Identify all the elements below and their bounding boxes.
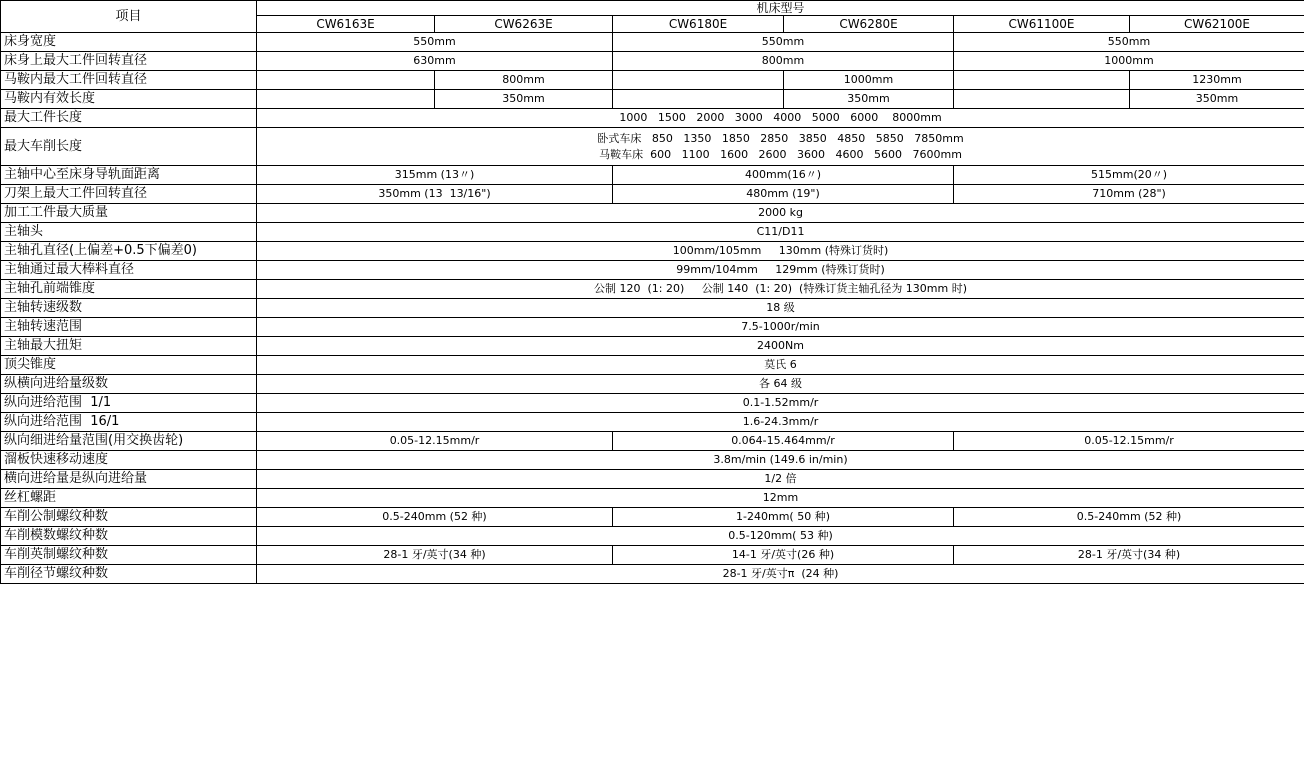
row-value: 莫氏 6	[257, 356, 1304, 375]
table-row	[1, 299, 1304, 318]
header-model-group: 机床型号	[257, 1, 1304, 16]
row-value: 99mm/104mm 129mm (特殊订货时)	[257, 261, 1304, 280]
row-label: 主轴通过最大棒料直径	[1, 261, 257, 280]
table-row	[1, 508, 1304, 527]
row-label: 纵横向进给量级数	[1, 375, 257, 394]
row-label: 横向进给量是纵向进给量	[1, 470, 257, 489]
row-value: 28-1 牙/英寸(34 种)	[257, 546, 613, 565]
row-value	[954, 90, 1130, 109]
row-label: 主轴头	[1, 223, 257, 242]
table-row	[1, 185, 1304, 204]
row-value: 0.064-15.464mm/r	[613, 432, 954, 451]
row-value: 710mm (28")	[954, 185, 1304, 204]
table-row	[1, 166, 1304, 185]
row-value: 550mm	[257, 33, 613, 52]
table-row	[1, 451, 1304, 470]
row-value: 1000mm	[954, 52, 1304, 71]
row-value: 0.05-12.15mm/r	[257, 432, 613, 451]
row-label: 加工工件最大质量	[1, 204, 257, 223]
row-label: 最大车削长度	[1, 128, 257, 166]
row-label: 马鞍内最大工件回转直径	[1, 71, 257, 90]
table-row	[1, 489, 1304, 508]
row-value: 800mm	[435, 71, 613, 90]
row-label: 主轴最大扭矩	[1, 337, 257, 356]
table-row	[1, 261, 1304, 280]
row-value: 630mm	[257, 52, 613, 71]
row-value: 400mm(16〃)	[613, 166, 954, 185]
row-value: 800mm	[613, 52, 954, 71]
table-row	[1, 223, 1304, 242]
row-value: 1230mm	[1130, 71, 1304, 90]
row-value: 各 64 级	[257, 375, 1304, 394]
table-row	[1, 565, 1304, 584]
row-value: 350mm	[435, 90, 613, 109]
row-value-multiline	[257, 128, 1304, 166]
row-value	[257, 90, 435, 109]
row-value: 0.05-12.15mm/r	[954, 432, 1304, 451]
row-value	[613, 90, 784, 109]
row-value: 7.5-1000r/min	[257, 318, 1304, 337]
table-row	[1, 337, 1304, 356]
model-cw6163e: CW6163E	[257, 16, 435, 33]
row-value: 公制 120 (1: 20) 公制 140 (1: 20) (特殊订货主轴孔径为 130mm 时)	[257, 280, 1304, 299]
table-row	[1, 128, 1304, 166]
row-label: 主轴转速范围	[1, 318, 257, 337]
table-row	[1, 470, 1304, 489]
table-row	[1, 52, 1304, 71]
row-value: 550mm	[954, 33, 1304, 52]
row-value: 480mm (19")	[613, 185, 954, 204]
row-value: 0.5-240mm (52 种)	[954, 508, 1304, 527]
row-label: 主轴中心至床身导轨面距离	[1, 166, 257, 185]
row-label: 主轴孔直径(上偏差+0.5下偏差0)	[1, 242, 257, 261]
row-value-line: 卧式车床 850 1350 1850 2850 3850 4850 5850 7850mm	[597, 131, 964, 145]
row-value	[954, 71, 1130, 90]
table-row	[1, 375, 1304, 394]
table-row	[1, 394, 1304, 413]
header-row-models-title	[1, 1, 1304, 16]
table-row	[1, 356, 1304, 375]
table-row	[1, 432, 1304, 451]
row-label: 最大工件长度	[1, 109, 257, 128]
row-value: 12mm	[257, 489, 1304, 508]
header-item: 项目	[1, 1, 257, 33]
row-label: 马鞍内有效长度	[1, 90, 257, 109]
table-row	[1, 204, 1304, 223]
row-value: 350mm	[1130, 90, 1304, 109]
table-row	[1, 109, 1304, 128]
row-value: 350mm (13 13/16")	[257, 185, 613, 204]
row-value-line: 马鞍车床 600 1100 1600 2600 3600 4600 5600 7600mm	[599, 147, 962, 161]
row-label: 床身上最大工件回转直径	[1, 52, 257, 71]
row-label: 刀架上最大工件回转直径	[1, 185, 257, 204]
model-cw6280e: CW6280E	[784, 16, 954, 33]
row-value	[257, 71, 435, 90]
row-value: 350mm	[784, 90, 954, 109]
row-label: 车削模数螺纹种数	[1, 527, 257, 546]
row-label: 顶尖锥度	[1, 356, 257, 375]
table-row	[1, 71, 1304, 90]
table-row	[1, 280, 1304, 299]
row-value: 1000 1500 2000 3000 4000 5000 6000 8000mm	[257, 109, 1304, 128]
table-row	[1, 33, 1304, 52]
row-label: 丝杠螺距	[1, 489, 257, 508]
row-value: 1.6-24.3mm/r	[257, 413, 1304, 432]
row-label: 纵向细进给量范围(用交换齿轮)	[1, 432, 257, 451]
model-cw6180e: CW6180E	[613, 16, 784, 33]
row-label: 车削公制螺纹种数	[1, 508, 257, 527]
row-value: 28-1 牙/英寸(34 种)	[954, 546, 1304, 565]
row-value: 0.5-120mm( 53 种)	[257, 527, 1304, 546]
row-value: 0.1-1.52mm/r	[257, 394, 1304, 413]
row-label: 主轴孔前端锥度	[1, 280, 257, 299]
row-value: 515mm(20〃)	[954, 166, 1304, 185]
row-value: 1/2 倍	[257, 470, 1304, 489]
table-row	[1, 413, 1304, 432]
row-value	[613, 71, 784, 90]
row-value: 315mm (13〃)	[257, 166, 613, 185]
row-label: 主轴转速级数	[1, 299, 257, 318]
table-row	[1, 318, 1304, 337]
row-label: 纵向进给范围 16/1	[1, 413, 257, 432]
row-value: 1000mm	[784, 71, 954, 90]
table-row	[1, 90, 1304, 109]
row-value: 3.8m/min (149.6 in/min)	[257, 451, 1304, 470]
model-cw6263e: CW6263E	[435, 16, 613, 33]
table-row	[1, 242, 1304, 261]
row-label: 溜板快速移动速度	[1, 451, 257, 470]
row-label: 床身宽度	[1, 33, 257, 52]
row-label: 车削英制螺纹种数	[1, 546, 257, 565]
table-row	[1, 527, 1304, 546]
row-label: 车削径节螺纹种数	[1, 565, 257, 584]
model-cw62100e: CW62100E	[1130, 16, 1304, 33]
row-value: 100mm/105mm 130mm (特殊订货时)	[257, 242, 1304, 261]
row-value: 550mm	[613, 33, 954, 52]
row-value: C11/D11	[257, 223, 1304, 242]
row-value: 1-240mm( 50 种)	[613, 508, 954, 527]
model-cw61100e: CW61100E	[954, 16, 1130, 33]
row-value: 18 级	[257, 299, 1304, 318]
row-value: 0.5-240mm (52 种)	[257, 508, 613, 527]
row-value: 2400Nm	[257, 337, 1304, 356]
row-label: 纵向进给范围 1/1	[1, 394, 257, 413]
row-value: 14-1 牙/英寸(26 种)	[613, 546, 954, 565]
row-value: 28-1 牙/英寸π (24 种)	[257, 565, 1304, 584]
table-row	[1, 546, 1304, 565]
row-value: 2000 kg	[257, 204, 1304, 223]
